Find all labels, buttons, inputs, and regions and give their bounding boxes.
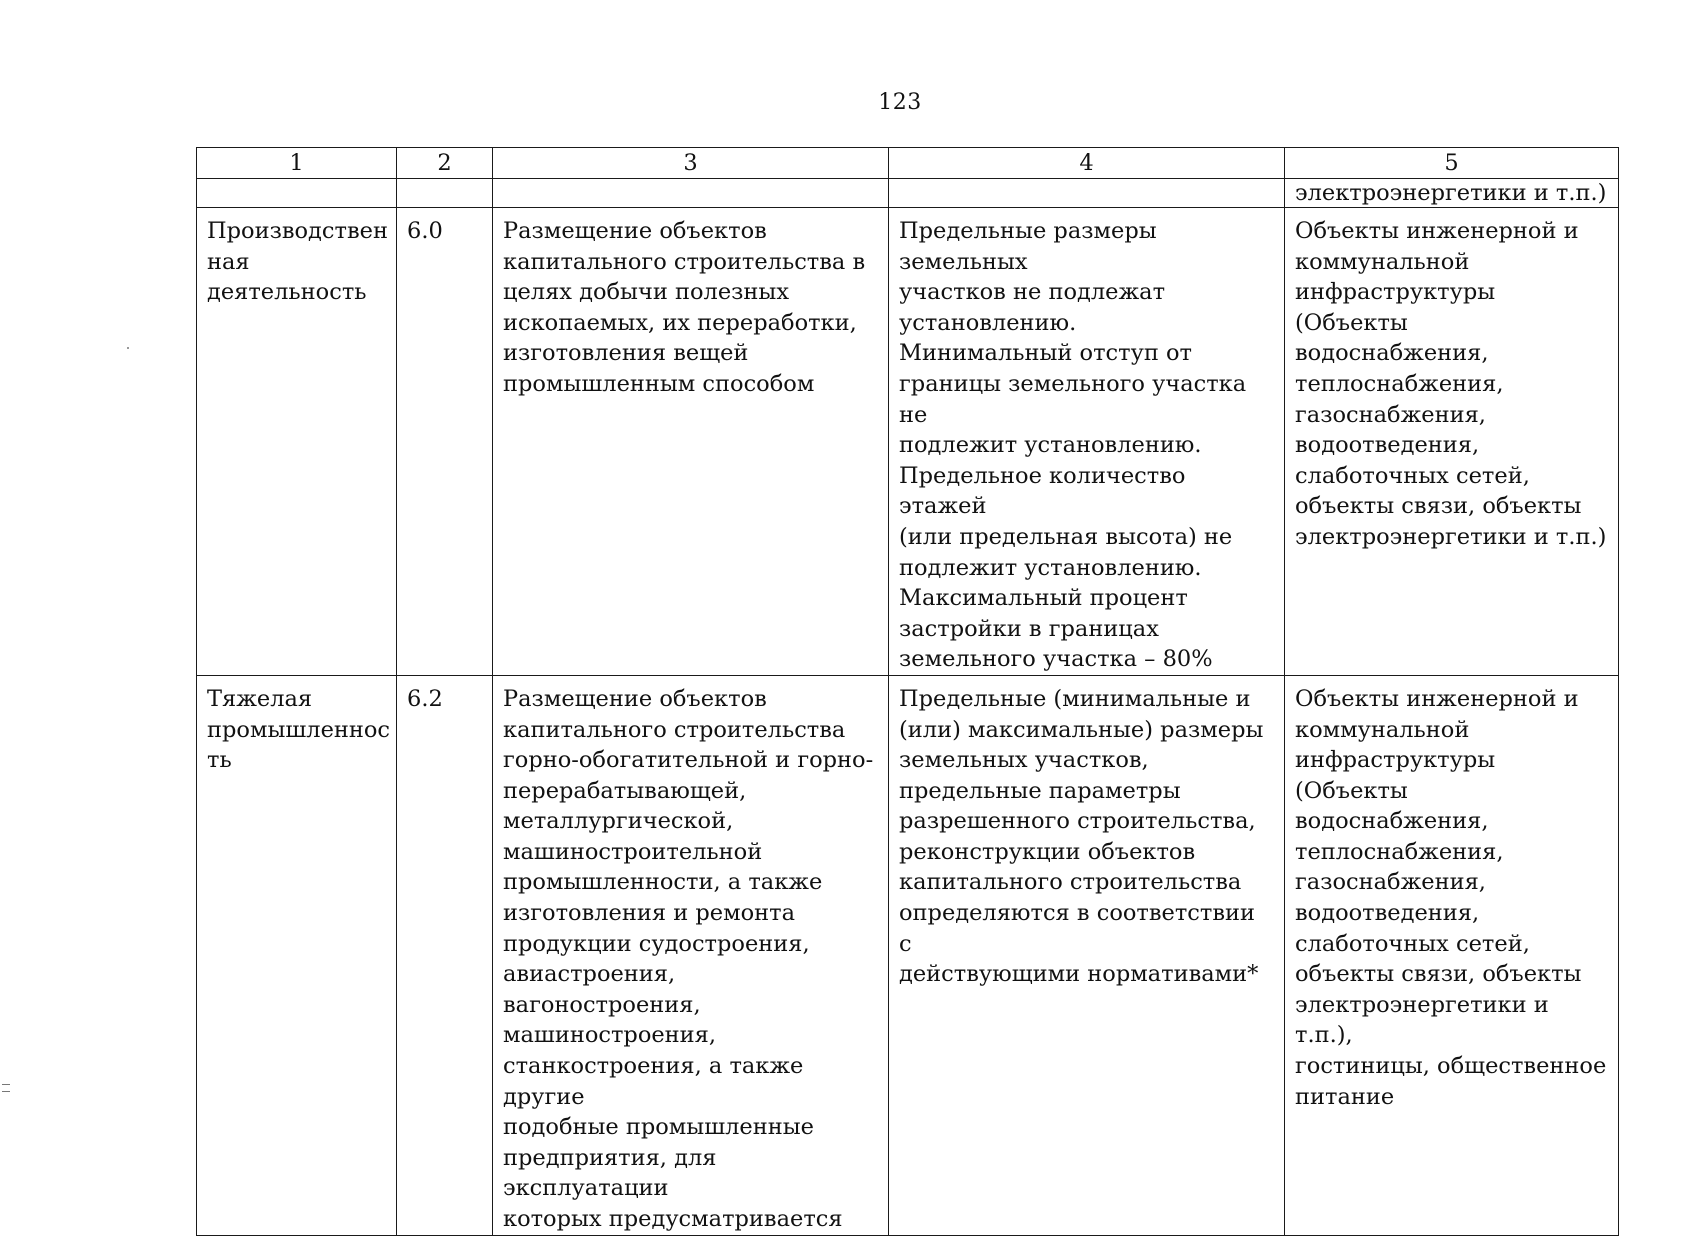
land-use-auxiliary: Объекты инженерной и коммунальной инфраструктуры (Объекты водоснабжения, теплоснабжения, газоснабжения, водоотведения, слаботочных сетей, объекты связи, объекты электроэнергетики и т.п.) [1295, 218, 1607, 550]
land-use-description-cell [493, 675, 889, 1235]
column-header-2: 2 [397, 148, 493, 179]
column-header-5: 5 [1285, 148, 1619, 179]
land-use-parameters-cell [889, 675, 1285, 1235]
land-use-description: Размещение объектов капитального строительства в целях добычи полезных ископаемых, их переработки, изготовления вещей промышленным способом [503, 218, 866, 397]
land-use-auxiliary-cell [1285, 208, 1619, 676]
continuation-cell-4 [889, 179, 1285, 208]
continuation-cell-1 [197, 179, 397, 208]
land-use-description: Размещение объектов капитального строительства горно-обогатительной и горно- перерабатывающей, металлургической, машиностроительной промышленности, а также изготовления и ремонта продукции судостроения, авиастроения, вагоностроения, машиностроения, станкостроения, а также другие подобные промышленные предприятия, для эксплуатации которых предусматривается [503, 685, 874, 1232]
land-use-name: Тяжелая промышленнос ть [207, 685, 391, 774]
land-use-description-cell [493, 208, 889, 676]
table-header-row [197, 148, 1619, 179]
land-use-parameters: Предельные размеры земельных участков не подлежат установлению. Минимальный отступ от границы земельного участка не подлежит установлению. Предельное количество этажей (или предельная высота) не подлежит установлению. Максимальный процент застройки в границах земельного участка – 80% [899, 218, 1247, 673]
land-use-parameters-cell [889, 208, 1285, 676]
continuation-row [197, 179, 1619, 208]
land-use-name-cell [197, 208, 397, 676]
land-use-table [196, 147, 1619, 1236]
land-use-name: Производствен ная деятельность [207, 218, 388, 306]
land-use-auxiliary: Объекты инженерной и коммунальной инфраструктуры (Объекты водоснабжения, теплоснабжения, газоснабжения, водоотведения, слаботочных сетей, объекты связи, объекты электроэнергетики и т.п.), гостиницы, общественное питание [1295, 685, 1607, 1110]
continuation-cell-2 [397, 179, 493, 208]
table-row [197, 675, 1619, 1235]
table-row [197, 208, 1619, 676]
column-header-4: 4 [889, 148, 1285, 179]
column-header-3: 3 [493, 148, 889, 179]
continuation-cell-3 [493, 179, 889, 208]
land-use-code-cell [397, 675, 493, 1235]
land-use-auxiliary-cell [1285, 675, 1619, 1235]
continuation-cell-5: электроэнергетики и т.п.) [1285, 179, 1619, 208]
column-header-1: 1 [197, 148, 397, 179]
land-use-parameters: Предельные (минимальные и (или) максимальные) размеры земельных участков, предельные параметры разрешенного строительства, реконструкции объектов капитального строительства определяются в соответствии с действующими нормативами* [899, 685, 1264, 988]
land-use-code-cell [397, 208, 493, 676]
land-use-code: 6.0 [407, 218, 443, 244]
land-use-code: 6.2 [407, 685, 443, 712]
page-number: 123 [878, 90, 922, 115]
scan-edge-mark [2, 1084, 10, 1092]
scan-speck [127, 347, 129, 349]
land-use-name-cell [197, 675, 397, 1235]
